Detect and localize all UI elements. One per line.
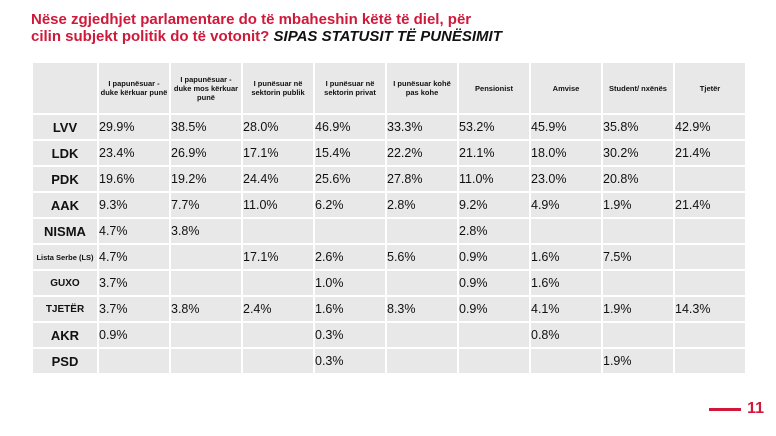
table-cell xyxy=(315,219,385,243)
table-cell: 3.8% xyxy=(171,297,241,321)
table-cell: 7.7% xyxy=(171,193,241,217)
page-number-text: 11 xyxy=(747,400,764,417)
table-row xyxy=(33,271,745,295)
table-cell: 2.8% xyxy=(387,193,457,217)
table-cell: 46.9% xyxy=(315,115,385,139)
row-label: AKR xyxy=(33,323,97,347)
row-label: LDK xyxy=(33,141,97,165)
page-number-rule xyxy=(709,408,741,411)
table-row xyxy=(33,167,745,191)
table-cell: 17.1% xyxy=(243,245,313,269)
table-row xyxy=(33,245,745,269)
table-cell: 1.6% xyxy=(531,271,601,295)
table-cell xyxy=(675,349,745,373)
table-cell: 2.8% xyxy=(459,219,529,243)
table-cell: 19.2% xyxy=(171,167,241,191)
table-cell: 28.0% xyxy=(243,115,313,139)
table-cell: 8.3% xyxy=(387,297,457,321)
title-line-2 xyxy=(31,28,671,45)
table-cell xyxy=(243,323,313,347)
table-cell: 21.4% xyxy=(675,141,745,165)
table-cell: 30.2% xyxy=(603,141,673,165)
table-row xyxy=(33,219,745,243)
table-cell: 18.0% xyxy=(531,141,601,165)
table-cell xyxy=(387,271,457,295)
results-table xyxy=(31,61,747,375)
page-number xyxy=(709,400,764,418)
table-cell: 0.9% xyxy=(99,323,169,347)
row-label: GUXO xyxy=(33,271,97,295)
table-cell: 26.9% xyxy=(171,141,241,165)
table-cell: 21.1% xyxy=(459,141,529,165)
table-cell: 0.3% xyxy=(315,323,385,347)
table-cell: 9.3% xyxy=(99,193,169,217)
table-cell xyxy=(603,219,673,243)
table-cell: 7.5% xyxy=(603,245,673,269)
table-cell xyxy=(531,349,601,373)
row-label: AAK xyxy=(33,193,97,217)
table-cell: 23.4% xyxy=(99,141,169,165)
table-cell: 9.2% xyxy=(459,193,529,217)
table-cell: 15.4% xyxy=(315,141,385,165)
table-cell: 17.1% xyxy=(243,141,313,165)
corner-cell xyxy=(33,63,97,113)
table-cell xyxy=(387,323,457,347)
column-header: Amvise xyxy=(531,63,601,113)
column-header: I punësuar në sektorin publik xyxy=(243,63,313,113)
table-cell xyxy=(171,245,241,269)
table-cell: 11.0% xyxy=(243,193,313,217)
table-cell: 2.4% xyxy=(243,297,313,321)
table-cell xyxy=(459,349,529,373)
header-row xyxy=(33,63,745,113)
table-cell: 1.9% xyxy=(603,349,673,373)
table-row xyxy=(33,193,745,217)
table-cell xyxy=(243,349,313,373)
table-cell: 0.8% xyxy=(531,323,601,347)
table-cell: 4.7% xyxy=(99,219,169,243)
table-cell: 33.3% xyxy=(387,115,457,139)
table-cell: 53.2% xyxy=(459,115,529,139)
table-cell: 5.6% xyxy=(387,245,457,269)
table-cell xyxy=(171,271,241,295)
table-cell: 24.4% xyxy=(243,167,313,191)
table-cell: 45.9% xyxy=(531,115,601,139)
column-header: Pensionist xyxy=(459,63,529,113)
table-cell: 1.9% xyxy=(603,193,673,217)
table-cell xyxy=(675,219,745,243)
table-cell: 1.0% xyxy=(315,271,385,295)
table-cell xyxy=(387,219,457,243)
table-cell: 42.9% xyxy=(675,115,745,139)
table-cell: 3.7% xyxy=(99,297,169,321)
table-cell: 14.3% xyxy=(675,297,745,321)
table-cell: 38.5% xyxy=(171,115,241,139)
table-cell: 19.6% xyxy=(99,167,169,191)
table-cell xyxy=(387,349,457,373)
table-cell xyxy=(171,349,241,373)
table-cell xyxy=(459,323,529,347)
table-cell xyxy=(675,245,745,269)
table-cell xyxy=(603,271,673,295)
table-cell xyxy=(675,167,745,191)
table-cell: 4.9% xyxy=(531,193,601,217)
table-cell xyxy=(243,271,313,295)
table-row xyxy=(33,297,745,321)
column-header: Student/ nxënës xyxy=(603,63,673,113)
table-cell: 0.9% xyxy=(459,245,529,269)
table-cell: 22.2% xyxy=(387,141,457,165)
table-cell: 6.2% xyxy=(315,193,385,217)
table-cell: 1.6% xyxy=(315,297,385,321)
table-cell xyxy=(171,323,241,347)
table-cell: 0.3% xyxy=(315,349,385,373)
table-row xyxy=(33,141,745,165)
row-label: NISMA xyxy=(33,219,97,243)
table-row xyxy=(33,115,745,139)
table-cell: 29.9% xyxy=(99,115,169,139)
column-header: I papunësuar - duke kërkuar punë xyxy=(99,63,169,113)
table-cell: 1.9% xyxy=(603,297,673,321)
title-subtitle: SIPAS STATUSIT TË PUNËSIMIT xyxy=(273,28,502,45)
table-row xyxy=(33,323,745,347)
table-row xyxy=(33,349,745,373)
table-cell: 4.1% xyxy=(531,297,601,321)
row-label: PDK xyxy=(33,167,97,191)
table-cell: 25.6% xyxy=(315,167,385,191)
table-cell xyxy=(603,323,673,347)
table-cell: 11.0% xyxy=(459,167,529,191)
title-line-1: Nëse zgjedhjet parlamentare do të mbaheshin këtë të diel, për xyxy=(31,11,472,28)
page-title xyxy=(31,11,671,45)
table-cell: 27.8% xyxy=(387,167,457,191)
table-body xyxy=(33,115,745,373)
row-label: TJETËR xyxy=(33,297,97,321)
table-cell xyxy=(531,219,601,243)
column-header: I punësuar në sektorin privat xyxy=(315,63,385,113)
table-cell: 35.8% xyxy=(603,115,673,139)
table-cell: 23.0% xyxy=(531,167,601,191)
table-cell: 3.8% xyxy=(171,219,241,243)
table-cell: 3.7% xyxy=(99,271,169,295)
row-label: Lista Serbe (LS) xyxy=(33,245,97,269)
table-cell: 0.9% xyxy=(459,297,529,321)
table-cell xyxy=(675,323,745,347)
table-cell: 1.6% xyxy=(531,245,601,269)
table-cell: 21.4% xyxy=(675,193,745,217)
column-header: Tjetër xyxy=(675,63,745,113)
table-cell xyxy=(675,271,745,295)
column-header: I punësuar kohë pas kohe xyxy=(387,63,457,113)
table-cell: 20.8% xyxy=(603,167,673,191)
table-cell xyxy=(243,219,313,243)
table-cell: 2.6% xyxy=(315,245,385,269)
table-cell: 0.9% xyxy=(459,271,529,295)
table-cell: 4.7% xyxy=(99,245,169,269)
column-header: I papunësuar - duke mos kërkuar punë xyxy=(171,63,241,113)
table-cell xyxy=(99,349,169,373)
row-label: PSD xyxy=(33,349,97,373)
title-question-end: cilin subjekt politik do të votonit? xyxy=(31,28,270,45)
row-label: LVV xyxy=(33,115,97,139)
